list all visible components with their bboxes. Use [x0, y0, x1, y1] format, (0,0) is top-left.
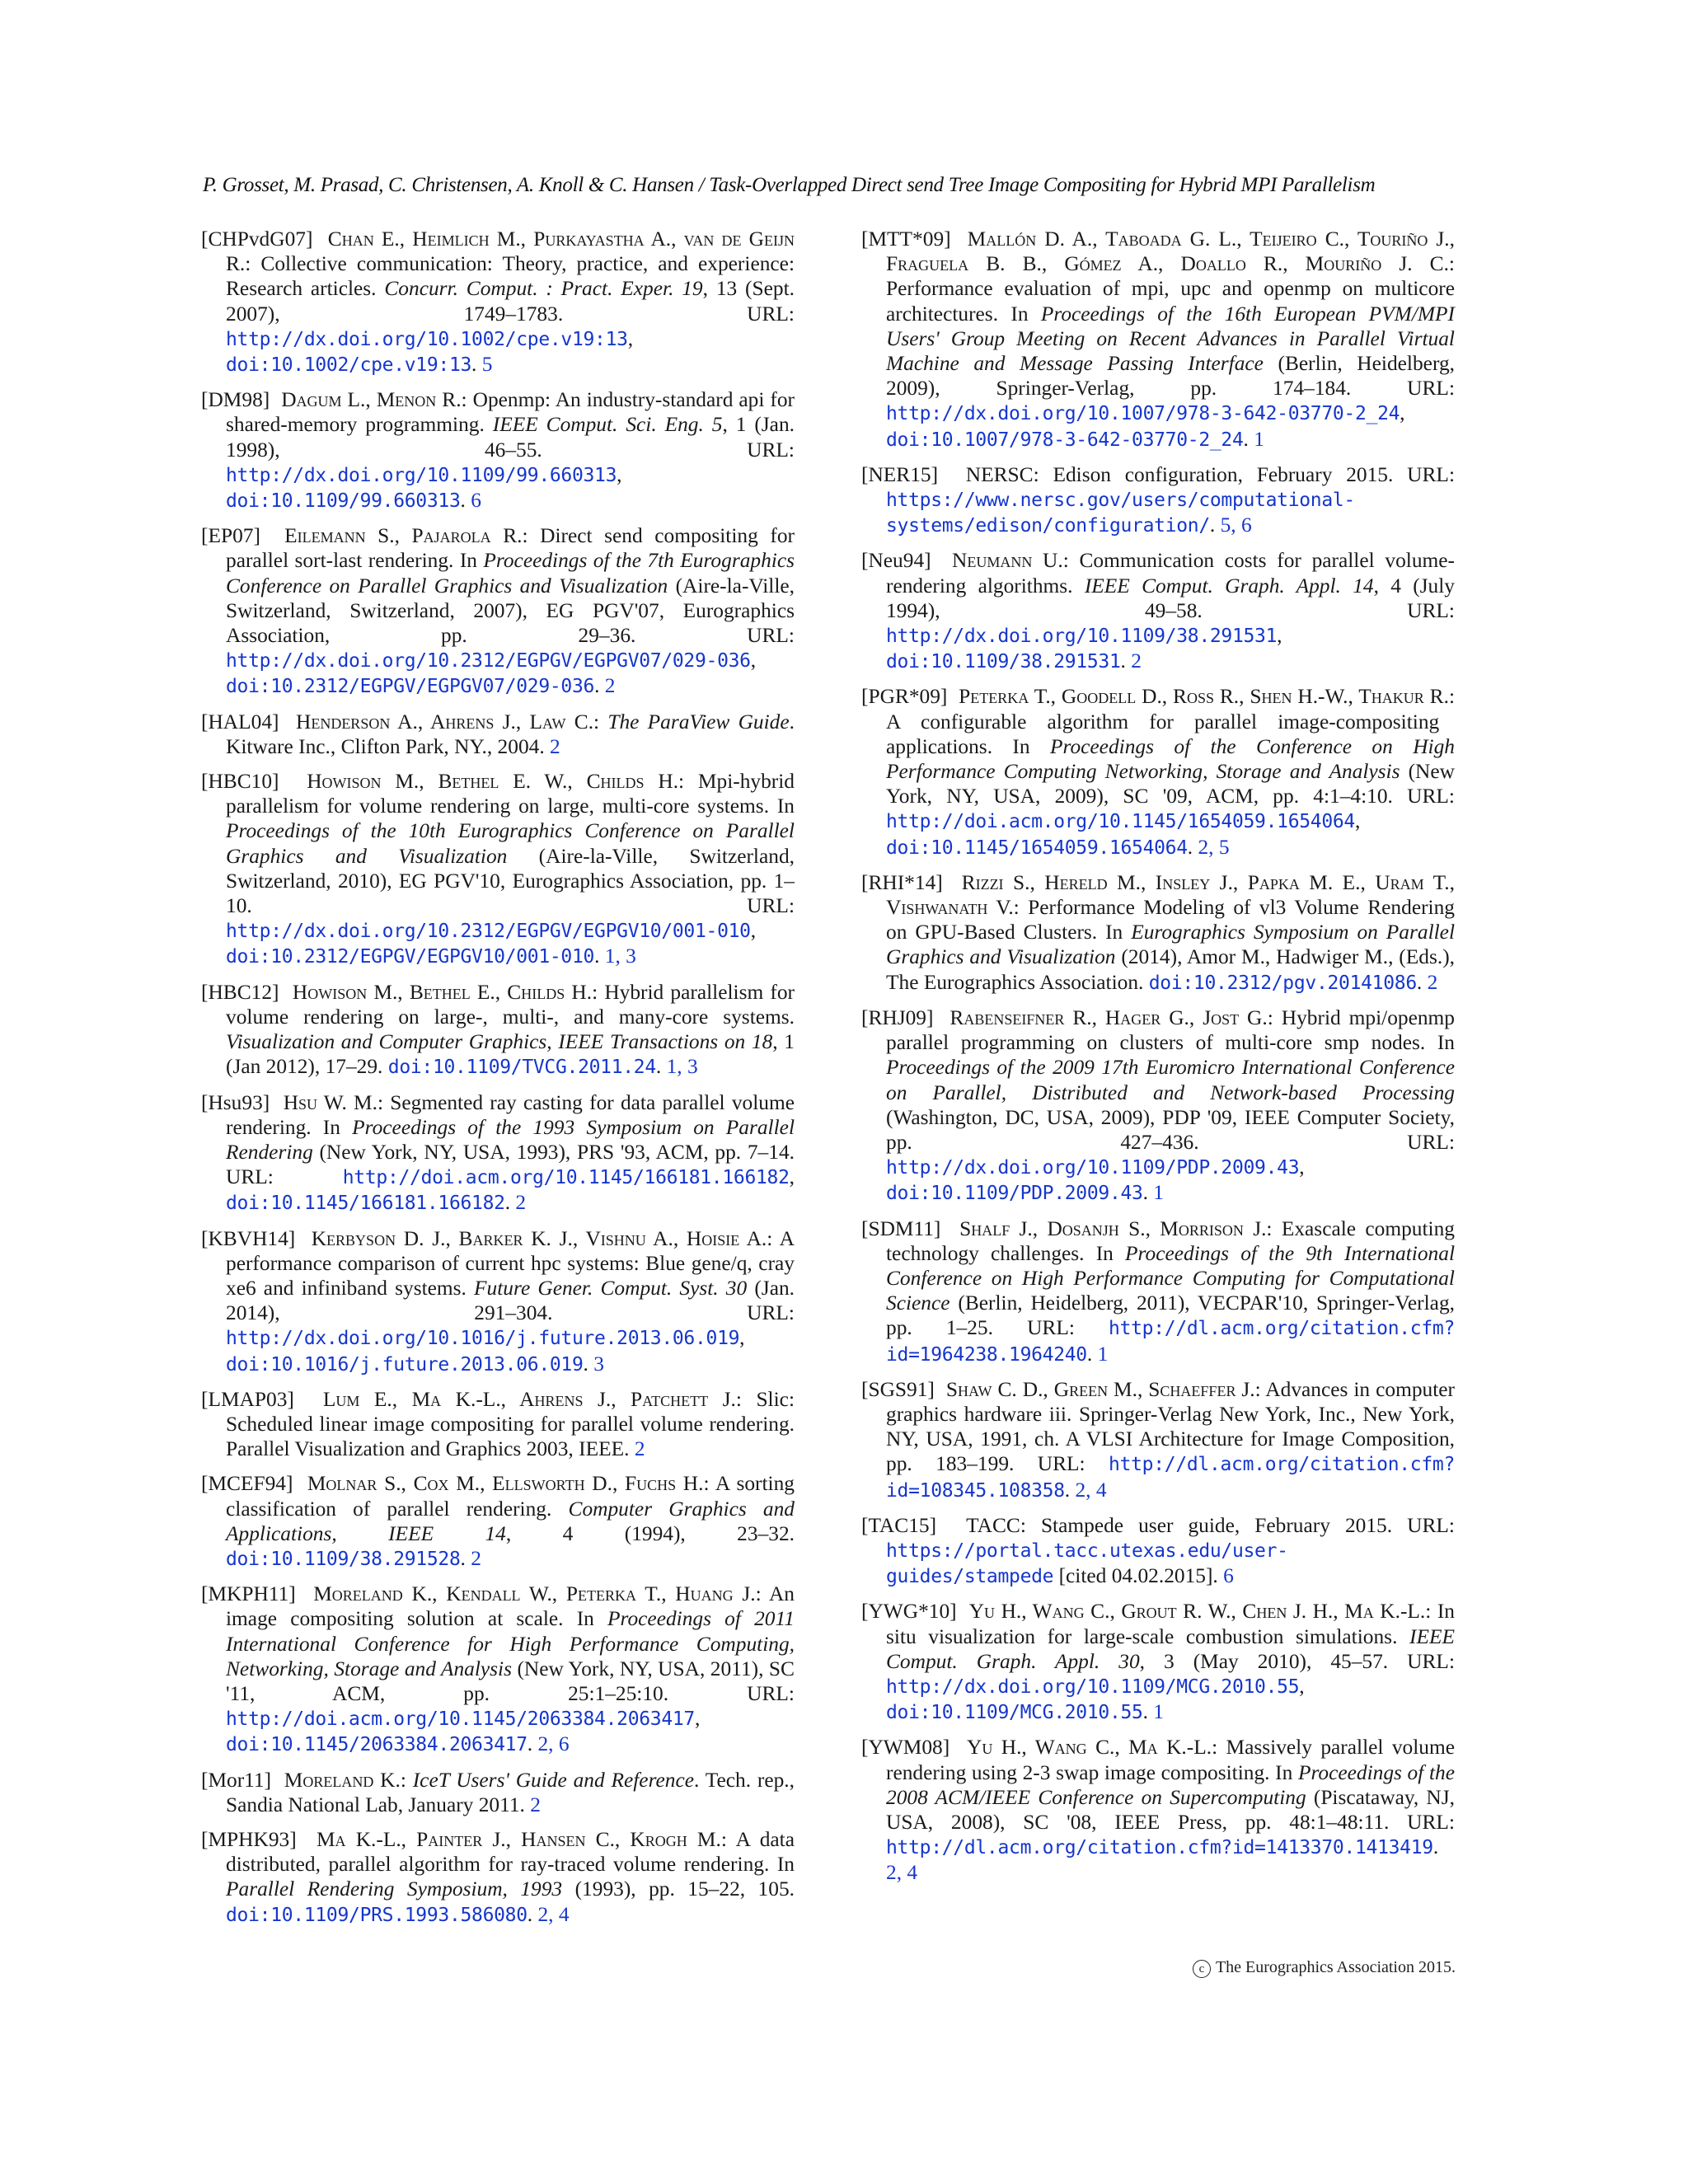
reference-entry — [861, 1216, 1455, 1367]
reference-link[interactable]: doi:10.1007/978-3-642-03770-2_24 — [886, 429, 1244, 451]
reference-key: [CHPvdG07] — [201, 227, 313, 251]
reference-authors: Yu H., Wang C., Ma K.-L.: — [967, 1736, 1218, 1760]
reference-link[interactable]: doi:10.2312/EGPGV/EGPGV10/001-010 — [226, 946, 595, 968]
reference-key: [YWM08] — [861, 1736, 950, 1760]
reference-text: (New York, NY, USA, 2011), SC '11, ACM, pp. 25:1–25:10. URL: — [226, 1657, 795, 1705]
reference-key: [KBVH14] — [201, 1226, 296, 1250]
reference-entry — [861, 1735, 1455, 1885]
reference-text: , — [750, 649, 757, 673]
reference-text: Massively parallel volume rendering using 2-3 swap image compositing. In — [886, 1736, 1456, 1784]
reference-venue: Visualization and Computer Graphics, IEEE Transactions on 18 — [226, 1030, 773, 1054]
reference-authors: Eilemann S., Pajarola R.: — [284, 524, 528, 548]
reference-text: Performance evaluation of mpi, upc and openmp on multicore architectures. In — [886, 277, 1455, 326]
reference-text: [cited 04.02.2015]. — [1053, 1564, 1224, 1588]
back-reference-link[interactable]: 2 — [1131, 649, 1142, 673]
reference-venue: Proceedings of the 2009 17th Euromicro International Conference on Parallel, Distributed and Network-based Processing — [886, 1056, 1455, 1104]
reference-entry — [861, 548, 1455, 674]
reference-authors: Rabenseifner R., Hager G., Jost G.: — [950, 1005, 1273, 1029]
copyright-text: The Eurographics Association 2015. — [1215, 1958, 1456, 1976]
reference-text: . — [1209, 513, 1221, 537]
reference-text: (Berlin, Heidelberg, 2011), VECPAR'10, Springer-Verlag, pp. 1–25. URL: — [886, 1291, 1455, 1340]
reference-text: . — [1416, 970, 1428, 994]
reference-venue: IEEE Comput. Graph. Appl. 14 — [1084, 574, 1374, 598]
reference-text: , 1 (Jan. 1998), 46–55. URL: — [226, 413, 795, 462]
reference-text: (Jan. 2014), 291–304. URL: — [226, 1276, 795, 1325]
reference-entry — [201, 1226, 795, 1377]
reference-text: . Tech. rep., Sandia National Lab, January 2011. — [226, 1768, 795, 1816]
reference-text: TACC: Stampede user guide, February 2015. URL: — [966, 1513, 1455, 1537]
reference-text: , — [617, 462, 622, 486]
back-reference-link[interactable]: 2, 4 — [537, 1902, 570, 1926]
reference-text: Mpi-hybrid parallelism for volume rendering on large, multi-core systems. In — [226, 770, 795, 818]
reference-venue: IEEE Comput. Sci. Eng. 5 — [492, 413, 723, 437]
reference-link[interactable]: doi:10.1109/38.291531 — [886, 651, 1121, 673]
reference-venue: IceT Users' Guide and Reference — [412, 1768, 695, 1792]
reference-venue: Proceedings of the 2008 ACM/IEEE Conference on Supercomputing — [886, 1760, 1455, 1809]
back-reference-link[interactable]: 2 — [634, 1437, 645, 1461]
reference-authors: Rizzi S., Hereld M., Insley J., Papka M. E., Uram T., Vishwanath V.: — [886, 870, 1455, 920]
reference-text: . — [460, 489, 471, 513]
reference-text: (2014), Amor M., Hadwiger M., (Eds.), The Eurographics Association. — [886, 945, 1455, 994]
reference-text: A configurable algorithm for parallel image-compositing applications. In — [886, 710, 1440, 758]
reference-text: . — [594, 674, 605, 698]
reference-text: A performance comparison of current hpc systems: Blue gene/q, cray xe6 and infiniband systems. — [226, 1226, 795, 1300]
reference-authors: Chan E., Heimlich M., Purkayastha A., van de Geijn R.: — [226, 227, 795, 276]
reference-link[interactable]: http://dx.doi.org/10.1007/978-3-642-03770-2_24 — [886, 403, 1400, 425]
reference-key: [Neu94] — [861, 549, 931, 573]
reference-text: A data distributed, parallel algorithm for ray-traced volume rendering. In — [226, 1827, 795, 1877]
reference-text: , — [789, 1165, 795, 1189]
reference-link[interactable]: http://doi.acm.org/10.1145/166181.166182 — [342, 1167, 790, 1189]
reference-venue: Proceedings of the 10th Eurographics Conference on Parallel Graphics and Visualization — [226, 819, 795, 868]
reference-entry — [201, 769, 795, 970]
reference-venue: Proceedings of the Conference on High Performance Computing Networking, Storage and Analysis — [886, 734, 1456, 784]
reference-venue: Eurographics Symposium on Parallel Graphics and Visualization — [886, 921, 1456, 969]
reference-text — [406, 1769, 413, 1792]
reference-link[interactable]: http://doi.acm.org/10.1145/2063384.2063417 — [226, 1708, 695, 1731]
reference-link[interactable]: doi:10.1002/cpe.v19:13 — [226, 354, 472, 377]
reference-authors: Kerbyson D. J., Barker K. J., Vishnu A., Hoisie A.: — [311, 1226, 773, 1250]
reference-text: . — [504, 1191, 516, 1215]
copyright-icon: c — [1193, 1960, 1211, 1978]
reference-entry — [861, 462, 1455, 539]
reference-authors: Moreland K.: — [284, 1768, 406, 1792]
reference-text: (Berlin, Heidelberg, 2009), Springer-Verlag, pp. 174–184. URL: — [886, 352, 1455, 401]
reference-key: [PGR*09] — [861, 685, 948, 709]
back-reference-link[interactable]: 2 — [515, 1191, 527, 1215]
reference-text — [599, 710, 607, 733]
reference-key: [YWG*10] — [861, 1600, 957, 1624]
reference-venue: Proceedings of the 16th European PVM/MPI Users' Group Meeting on Recent Advances in Parallel Virtual Machine and Message Passing Interface — [886, 302, 1455, 376]
reference-text: An image compositing solution at scale. In — [226, 1582, 795, 1631]
reference-authors: Mallón D. A., Taboada G. L., Teijeiro C., Touriño J., Fraguela B. B., Gómez A., Doallo R., Mouriño J. C.: — [886, 227, 1455, 276]
back-reference-link[interactable]: 2, 6 — [537, 1732, 570, 1756]
reference-link[interactable]: http://dx.doi.org/10.1109/99.660313 — [226, 464, 617, 486]
reference-text: (Piscataway, NJ, USA, 2008), SC '08, IEEE Press, pp. 48:1–48:11. URL: — [886, 1785, 1455, 1834]
reference-text: Exascale computing technology challenges. In — [886, 1216, 1455, 1265]
reference-authors: Dagum L., Menon R.: — [281, 388, 467, 412]
reference-text: A sorting classification of parallel rendering. — [226, 1472, 795, 1521]
reference-text: (Aire-la-Ville, Switzerland, Switzerland, 2010), EG PGV'10, Eurographics Association, pp. 1–10. URL: — [226, 844, 795, 918]
back-reference-link[interactable]: 1 — [1254, 427, 1264, 451]
reference-link[interactable]: doi:10.1145/166181.166182 — [226, 1193, 505, 1215]
reference-key: [SGS91] — [861, 1377, 935, 1401]
reference-authors: Henderson A., Ahrens J., Law C.: — [295, 710, 600, 733]
reference-authors: Moreland K., Kendall W., Peterka T., Huang J.: — [313, 1582, 762, 1606]
reference-key: [EP07] — [201, 524, 260, 548]
reference-link[interactable]: https://www.nersc.gov/users/computational-systems/edison/configuration/ — [886, 490, 1355, 537]
reference-venue: Concurr. Comput. : Pract. Exper. 19 — [384, 277, 703, 301]
reference-text: , — [1354, 809, 1361, 833]
references-right-column — [861, 227, 1455, 1896]
reference-text: (Washington, DC, USA, 2009), PDP '09, IEEE Computer Society, pp. 427–436. URL: — [886, 1105, 1455, 1154]
reference-link[interactable]: http://doi.acm.org/10.1145/1654059.1654064 — [886, 811, 1355, 833]
reference-link[interactable]: doi:10.1145/2063384.2063417 — [226, 1734, 528, 1756]
reference-text: , — [627, 326, 634, 350]
reference-text: , — [739, 1326, 745, 1350]
reference-authors: Ma K.-L., Painter J., Hansen C., Krogh M.: — [316, 1827, 727, 1851]
reference-key: [DM98] — [201, 388, 270, 412]
reference-key: [LMAP03] — [201, 1387, 294, 1411]
reference-text: Advances in computer graphics hardware iii. Springer-Verlag New York, Inc., New York, NY, USA, 1991, ch. A VLSI Architecture for Image Composition, pp. 183–199. URL: — [886, 1377, 1455, 1476]
reference-entry — [861, 227, 1455, 452]
back-reference-link[interactable]: 2, 5 — [1198, 835, 1230, 859]
reference-link[interactable]: http://dx.doi.org/10.1109/38.291531 — [886, 626, 1278, 648]
back-reference-link[interactable]: 2, 4 — [1075, 1478, 1107, 1502]
back-reference-link[interactable]: 3 — [593, 1352, 604, 1376]
reference-key: [Mor11] — [201, 1768, 272, 1792]
reference-text: . — [527, 1902, 538, 1926]
reference-link[interactable]: http://dx.doi.org/10.1016/j.future.2013.06.019 — [226, 1328, 740, 1350]
reference-text: , — [1299, 1155, 1305, 1179]
reference-authors: Shalf J., Dosanjh S., Morrison J.: — [959, 1216, 1273, 1240]
reference-link[interactable]: doi:10.2312/EGPGV/EGPGV07/029-036 — [226, 676, 595, 698]
reference-text: Hybrid parallelism for volume rendering on large-, multi-, and many-core systems. — [226, 980, 795, 1029]
reference-link[interactable]: http://dx.doi.org/10.1002/cpe.v19:13 — [226, 328, 628, 350]
reference-text: , 1 (Jan 2012), 17–29. — [226, 1030, 795, 1079]
reference-entry — [861, 870, 1455, 996]
reference-key: [MPHK93] — [201, 1827, 297, 1851]
reference-key: [SDM11] — [861, 1216, 941, 1240]
reference-text: . — [471, 353, 482, 377]
copyright-footer — [1193, 1958, 1456, 1978]
reference-key: [MKPH11] — [201, 1582, 296, 1606]
reference-text: Openmp: An industry-standard api for shared-memory programming. — [226, 388, 795, 437]
reference-entry — [201, 227, 795, 377]
reference-entry — [201, 1471, 795, 1572]
reference-link[interactable]: doi:10.1109/PRS.1993.586080 — [226, 1904, 528, 1926]
reference-text: Hybrid mpi/openmp parallel programming on clusters of multi-core smp nodes. In — [886, 1005, 1456, 1055]
reference-authors: Howison M., Bethel E., Childs H.: — [292, 980, 598, 1004]
reference-entry — [861, 1005, 1455, 1207]
reference-link[interactable]: doi:10.1109/99.660313 — [226, 490, 461, 513]
reference-key: [HBC10] — [201, 770, 279, 794]
reference-key: [HBC12] — [201, 980, 279, 1004]
reference-authors: Hsu W. M.: — [283, 1090, 384, 1114]
reference-key: [MCEF94] — [201, 1472, 293, 1496]
reference-authors: Shaw C. D., Green M., Schaeffer J.: — [945, 1377, 1261, 1401]
reference-link[interactable]: http://dl.acm.org/citation.cfm?id=1964238.1964240 — [886, 1318, 1455, 1366]
reference-link[interactable]: doi:10.2312/pgv.20141086 — [1148, 972, 1417, 994]
reference-text: . — [583, 1352, 594, 1376]
reference-authors: Molnar S., Cox M., Ellsworth D., Fuchs H.: — [307, 1472, 710, 1496]
reference-venue: Proceedings of the 9th International Conference on High Performance Computing for Computational Science — [886, 1241, 1455, 1315]
reference-venue: Proceedings of 2011 International Conference for High Performance Computing, Networking, Storage and Analysis — [226, 1607, 795, 1680]
reference-key: [RHI*14] — [861, 870, 943, 894]
reference-venue: The ParaView Guide — [607, 710, 790, 733]
running-head: P. Grosset, M. Prasad, C. Christensen, A. Knoll & C. Hansen / Task-Overlapped Direct send Tree Image Compositing for Hybrid MPI Parallelism — [203, 174, 1376, 196]
reference-text: NERSC: Edison configuration, February 2015. URL: — [965, 462, 1455, 486]
reference-authors: Lum E., Ma K.-L., Ahrens J., Patchett J.: — [322, 1387, 742, 1411]
back-reference-link[interactable]: 5 — [481, 353, 493, 377]
reference-entry — [861, 1377, 1455, 1503]
reference-text: . — [1120, 649, 1132, 673]
back-reference-link[interactable]: 1, 3 — [604, 944, 636, 968]
reference-text: , 4 (1994), 23–32. — [505, 1521, 795, 1545]
back-reference-link[interactable]: 1, 3 — [666, 1055, 698, 1079]
reference-text: Performance Modeling of vl3 Volume Rendering on GPU-Based Clusters. In — [886, 896, 1455, 944]
reference-entry — [201, 387, 795, 513]
reference-link[interactable]: http://dx.doi.org/10.2312/EGPGV/EGPGV10/001-010 — [226, 921, 751, 943]
reference-venue: IEEE Comput. Graph. Appl. 30 — [886, 1624, 1455, 1673]
back-reference-link[interactable]: 2, 4 — [886, 1861, 918, 1885]
reference-text: (New York, NY, USA, 2009), SC '09, ACM, pp. 4:1–4:10. URL: — [886, 760, 1455, 808]
back-reference-link[interactable]: 6 — [1223, 1564, 1234, 1588]
reference-entry — [201, 523, 795, 699]
reference-entry — [201, 1090, 795, 1216]
reference-text: , 13 (Sept. 2007), 1749–1783. URL: — [226, 277, 795, 326]
reference-venue: Proceedings of the 7th Eurographics Conference on Parallel Graphics and Visualization — [226, 549, 795, 598]
reference-link[interactable]: doi:10.1109/MCG.2010.55 — [886, 1702, 1143, 1724]
reference-entry — [201, 1768, 795, 1817]
reference-link[interactable]: doi:10.1145/1654059.1654064 — [886, 837, 1188, 859]
back-reference-link[interactable]: 1 — [1153, 1181, 1164, 1205]
reference-link[interactable]: http://dl.acm.org/citation.cfm?id=1413370.1413419 — [886, 1837, 1433, 1859]
reference-text: (1993), pp. 15–22, 105. — [562, 1877, 795, 1901]
reference-key: [MTT*09] — [861, 227, 951, 251]
reference-text: , 3 (May 2010), 45–57. URL: — [1139, 1649, 1455, 1673]
reference-text: . — [1142, 1181, 1154, 1205]
reference-text: . — [1243, 427, 1254, 451]
reference-text: , — [1400, 401, 1405, 425]
reference-text: Segmented ray casting for data parallel volume rendering. In — [226, 1090, 795, 1139]
reference-text: (Aire-la-Ville, Switzerland, Switzerland, 2007), EG PGV'07, Eurographics Association, pp. 29–36. URL: — [226, 574, 795, 648]
reference-entry — [861, 1599, 1455, 1725]
reference-text: , — [1277, 624, 1282, 648]
reference-entry — [201, 980, 795, 1080]
back-reference-link[interactable]: 2 — [550, 734, 560, 758]
reference-authors: Neumann U.: — [952, 549, 1069, 573]
reference-authors: Peterka T., Goodell D., Ross R., Shen H.-W., Thakur R.: — [959, 685, 1456, 709]
reference-key: [Hsu93] — [201, 1090, 270, 1114]
reference-text: , 4 (July 1994), 49–58. URL: — [886, 574, 1455, 622]
reference-text: Collective communication: Theory, practice, and experience: Research articles. — [226, 252, 795, 301]
reference-venue: Proceedings of the 1993 Symposium on Parallel Rendering — [226, 1115, 795, 1164]
reference-key: [NER15] — [861, 462, 939, 486]
reference-text: . — [655, 1055, 667, 1079]
reference-key: [RHJ09] — [861, 1005, 934, 1029]
reference-entry — [201, 710, 795, 759]
reference-text: Slic: Scheduled linear image compositing for parallel volume rendering. Parallel Visualization and Graphics 2003, IEEE. — [226, 1387, 795, 1461]
reference-venue: Parallel Rendering Symposium, 1993 — [226, 1877, 563, 1901]
back-reference-link[interactable]: 2 — [1427, 970, 1438, 994]
reference-entry — [201, 1827, 795, 1928]
reference-text: . Kitware Inc., Clifton Park, NY., 2004. — [226, 710, 795, 758]
reference-venue: Future Gener. Comput. Syst. 30 — [474, 1276, 748, 1300]
reference-text: . — [1187, 835, 1198, 859]
reference-text: (New York, NY, USA, 1993), PRS '93, ACM, pp. 7–14. URL: — [226, 1140, 795, 1189]
reference-text: . — [527, 1732, 538, 1756]
reference-link[interactable]: http://dx.doi.org/10.1109/MCG.2010.55 — [886, 1675, 1300, 1698]
back-reference-link[interactable]: 5, 6 — [1220, 513, 1252, 537]
reference-link[interactable]: doi:10.1109/PDP.2009.43 — [886, 1183, 1143, 1205]
back-reference-link[interactable]: 1 — [1097, 1342, 1109, 1366]
reference-link[interactable]: http://dx.doi.org/10.1109/PDP.2009.43 — [886, 1157, 1300, 1179]
reference-link[interactable]: http://dx.doi.org/10.2312/EGPGV/EGPGV07/029-036 — [226, 650, 751, 673]
reference-entry — [201, 1582, 795, 1757]
back-reference-link[interactable]: 1 — [1153, 1700, 1164, 1724]
reference-text: . — [1064, 1478, 1076, 1502]
reference-link[interactable]: doi:10.1109/TVCG.2011.24 — [387, 1057, 656, 1079]
reference-entry — [201, 1387, 795, 1462]
reference-text: , — [694, 1707, 701, 1731]
reference-text: , — [1299, 1674, 1305, 1698]
reference-text: . — [460, 1546, 471, 1570]
reference-authors: Howison M., Bethel E. W., Childs H.: — [307, 770, 685, 794]
reference-text: , — [750, 919, 757, 943]
reference-entry — [861, 684, 1455, 860]
reference-entry — [861, 1513, 1455, 1590]
reference-authors: Yu H., Wang C., Grout R. W., Chen J. H., Ma K.-L.: — [968, 1600, 1432, 1624]
reference-text: Direct send compositing for parallel sort-last rendering. In — [226, 524, 795, 573]
references-left-column — [201, 227, 795, 1938]
reference-text: . — [594, 944, 605, 968]
reference-venue: Computer Graphics and Applications, IEEE 14 — [226, 1497, 795, 1545]
reference-link[interactable]: doi:10.1016/j.future.2013.06.019 — [226, 1353, 584, 1376]
back-reference-link[interactable]: 2 — [530, 1793, 541, 1816]
reference-link[interactable]: doi:10.1109/38.291528 — [226, 1548, 461, 1570]
reference-link[interactable]: https://portal.tacc.utexas.edu/user-guides/stampede — [886, 1540, 1288, 1588]
reference-text: In situ visualization for large-scale combustion simulations. — [886, 1600, 1455, 1648]
reference-link[interactable]: http://dl.acm.org/citation.cfm?id=108345.108358 — [886, 1454, 1455, 1502]
back-reference-link[interactable]: 6 — [471, 489, 481, 513]
reference-text: Communication costs for parallel volume-rendering algorithms. — [886, 549, 1455, 598]
reference-key: [HAL04] — [201, 710, 279, 733]
reference-text: . — [1142, 1700, 1154, 1724]
back-reference-link[interactable]: 2 — [604, 674, 616, 698]
reference-key: [TAC15] — [861, 1513, 937, 1537]
reference-text: . — [1432, 1835, 1439, 1859]
reference-text: . — [1086, 1342, 1098, 1366]
back-reference-link[interactable]: 2 — [471, 1546, 481, 1570]
